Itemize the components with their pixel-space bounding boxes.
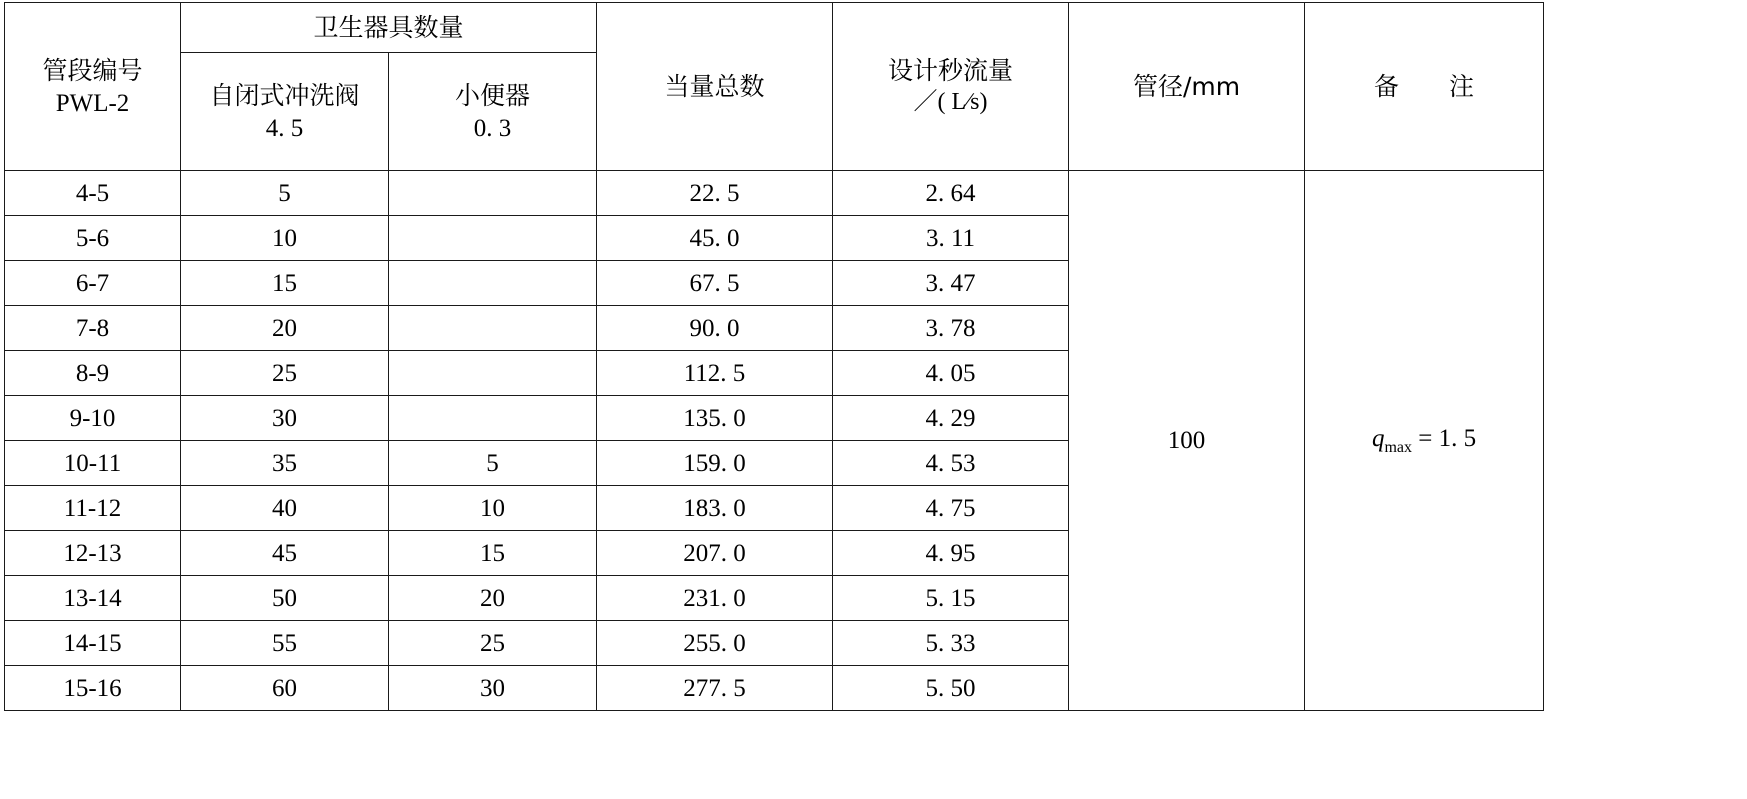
cell-flow: 3. 78 [833,306,1069,351]
cell-urinal: 15 [389,531,597,576]
header-design-flow-line1: 设计秒流量 [888,56,1014,86]
cell-urinal [389,261,597,306]
cell-segment: 11-12 [5,486,181,531]
cell-segment: 12-13 [5,531,181,576]
header-pipe-segment [5,3,181,171]
cell-equivalent: 255. 0 [597,621,833,666]
cell-flow: 4. 75 [833,486,1069,531]
cell-flush-valve: 60 [181,666,389,711]
cell-flush-valve: 30 [181,396,389,441]
header-pipe-segment-line2: PWL-2 [55,89,130,117]
cell-urinal [389,351,597,396]
header-urinal-line2: 0. 3 [473,114,512,142]
cell-flow: 4. 29 [833,396,1069,441]
document-page [0,2,1747,799]
cell-equivalent: 159. 0 [597,441,833,486]
cell-segment: 6-7 [5,261,181,306]
cell-equivalent: 90. 0 [597,306,833,351]
header-fixture-group: 卫生器具数量 [181,3,597,53]
cell-segment: 7-8 [5,306,181,351]
header-flush-valve-line2: 4. 5 [265,114,304,142]
remark-symbol: q [1371,425,1385,453]
cell-equivalent: 22. 5 [597,171,833,216]
table-header-row-top [5,3,1544,53]
header-flush-valve [181,53,389,171]
cell-segment: 13-14 [5,576,181,621]
cell-equivalent: 207. 0 [597,531,833,576]
cell-flow: 3. 11 [833,216,1069,261]
cell-flow: 2. 64 [833,171,1069,216]
cell-flush-valve: 5 [181,171,389,216]
cell-flush-valve: 40 [181,486,389,531]
cell-flow: 5. 15 [833,576,1069,621]
cell-flush-valve: 25 [181,351,389,396]
cell-flow: 3. 47 [833,261,1069,306]
cell-flush-valve: 20 [181,306,389,351]
cell-flush-valve: 45 [181,531,389,576]
cell-urinal: 10 [389,486,597,531]
cell-urinal: 30 [389,666,597,711]
cell-segment: 8-9 [5,351,181,396]
cell-flow: 4. 95 [833,531,1069,576]
cell-flush-valve: 50 [181,576,389,621]
header-urinal [389,53,597,171]
cell-flow: 5. 50 [833,666,1069,711]
header-remark: 备 注 [1305,3,1544,171]
cell-segment: 10-11 [5,441,181,486]
cell-urinal [389,171,597,216]
cell-urinal: 5 [389,441,597,486]
remark-formula [1371,425,1477,457]
cell-flow: 5. 33 [833,621,1069,666]
table-row [5,171,1544,216]
cell-equivalent: 231. 0 [597,576,833,621]
cell-urinal: 25 [389,621,597,666]
hydraulic-calculation-table [4,2,1544,711]
cell-urinal: 20 [389,576,597,621]
header-design-flow [833,3,1069,171]
cell-flush-valve: 55 [181,621,389,666]
header-equivalent-total: 当量总数 [597,3,833,171]
cell-segment: 9-10 [5,396,181,441]
header-urinal-line1: 小便器 [455,80,531,110]
header-pipe-segment-line1: 管段编号 [42,55,143,85]
cell-segment: 5-6 [5,216,181,261]
header-pipe-diameter: 管径∕mm [1069,3,1305,171]
cell-equivalent: 183. 0 [597,486,833,531]
cell-urinal [389,396,597,441]
cell-flow: 4. 53 [833,441,1069,486]
cell-equivalent: 67. 5 [597,261,833,306]
cell-segment: 15-16 [5,666,181,711]
cell-equivalent: 135. 0 [597,396,833,441]
header-design-flow-line2: ／( L∕s) [913,89,988,116]
cell-flush-valve: 15 [181,261,389,306]
cell-equivalent: 45. 0 [597,216,833,261]
remark-subscript: max [1384,439,1412,457]
cell-flow: 4. 05 [833,351,1069,396]
cell-flush-valve: 10 [181,216,389,261]
cell-urinal [389,306,597,351]
cell-flush-valve: 35 [181,441,389,486]
remark-rest: = 1. 5 [1418,425,1477,453]
cell-urinal [389,216,597,261]
header-flush-valve-line1: 自闭式冲洗阀 [209,80,360,110]
cell-segment: 14-15 [5,621,181,666]
cell-diameter-merged: 100 [1069,171,1305,711]
cell-remark-merged [1305,171,1544,711]
cell-segment: 4-5 [5,171,181,216]
cell-equivalent: 277. 5 [597,666,833,711]
cell-equivalent: 112. 5 [597,351,833,396]
